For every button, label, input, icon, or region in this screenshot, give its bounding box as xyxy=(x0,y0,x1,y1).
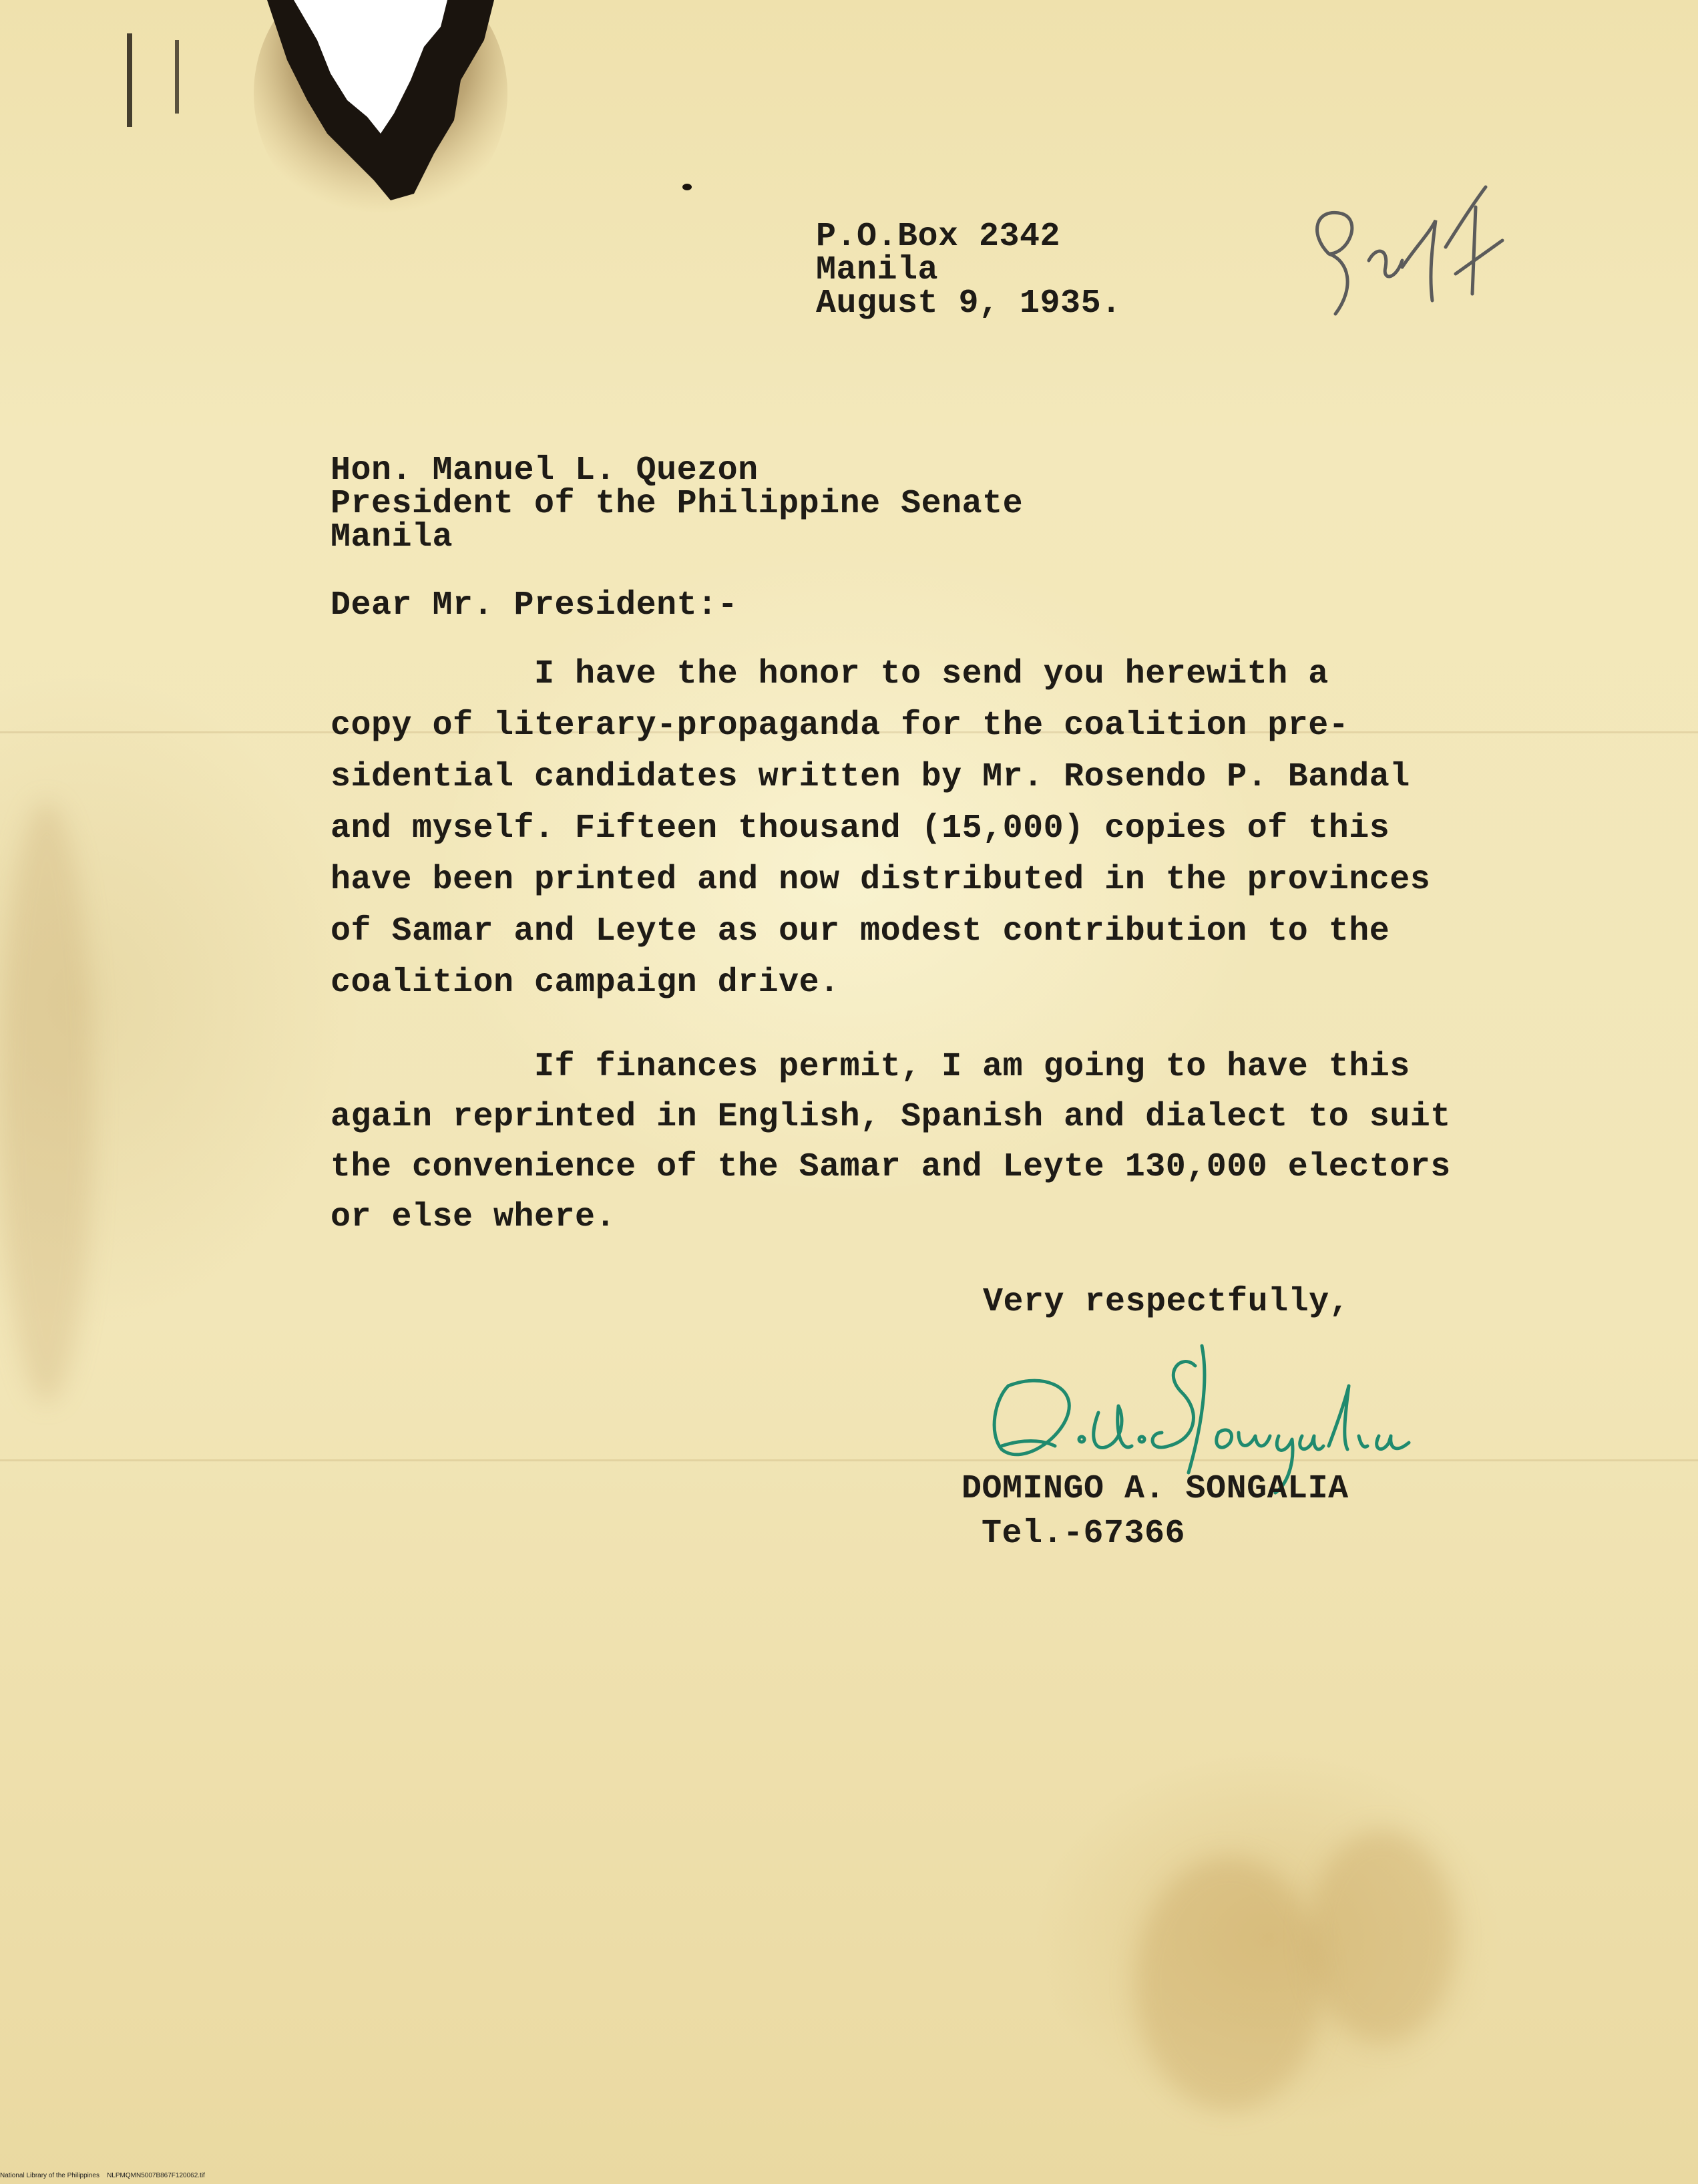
edge-mark-left xyxy=(127,33,132,127)
paragraph1-line: of Samar and Leyte as our modest contribution to the xyxy=(331,912,1390,950)
letter-date: August 9, 1935. xyxy=(816,285,1122,323)
closing: Very respectfully, xyxy=(983,1283,1350,1321)
paragraph2-line: again reprinted in English, Spanish and dialect to suit xyxy=(331,1098,1451,1136)
burn-hole xyxy=(254,0,507,220)
stain-left-edge xyxy=(0,801,93,1403)
recipient-city: Manila xyxy=(331,518,453,556)
paragraph2-line: If finances permit, I am going to have this xyxy=(331,1048,1410,1086)
recipient-name: Hon. Manuel L. Quezon xyxy=(331,451,759,490)
sender-address-line1: P.O.Box 2342 xyxy=(816,218,1061,256)
salutation: Dear Mr. President:- xyxy=(331,586,738,624)
paragraph2-line: or else where. xyxy=(331,1198,616,1236)
paragraph2-line: the convenience of the Samar and Leyte 130,000 electors xyxy=(331,1148,1451,1186)
stain-lower-right-2 xyxy=(1309,1830,1456,2044)
stain-lower-right xyxy=(1135,1857,1322,2111)
signer-phone: Tel.-67366 xyxy=(982,1515,1186,1553)
paragraph1-line: copy of literary-propaganda for the coalition pre- xyxy=(331,707,1349,745)
pencil-annotation xyxy=(1302,180,1516,337)
paragraph1-line: and myself. Fifteen thousand (15,000) copies of this xyxy=(331,809,1390,848)
ink-dot xyxy=(682,184,692,190)
paragraph1-line: coalition campaign drive. xyxy=(331,964,840,1002)
edge-mark-left-2 xyxy=(175,40,179,114)
sender-address-line2: Manila xyxy=(816,251,939,289)
archive-stamp: National Library of the Philippines NLPMQMN5007B867F120062.tif xyxy=(0,2172,205,2179)
fold-line-lower xyxy=(0,1459,1698,1461)
recipient-title: President of the Philippine Senate xyxy=(331,485,1024,523)
paragraph1-line: I have the honor to send you herewith a xyxy=(331,655,1329,693)
signer-name: DOMINGO A. SONGALIA xyxy=(962,1470,1349,1508)
paragraph1-line: have been printed and now distributed in the provinces xyxy=(331,861,1431,899)
paragraph1-line: sidential candidates written by Mr. Rosendo P. Bandal xyxy=(331,758,1410,796)
